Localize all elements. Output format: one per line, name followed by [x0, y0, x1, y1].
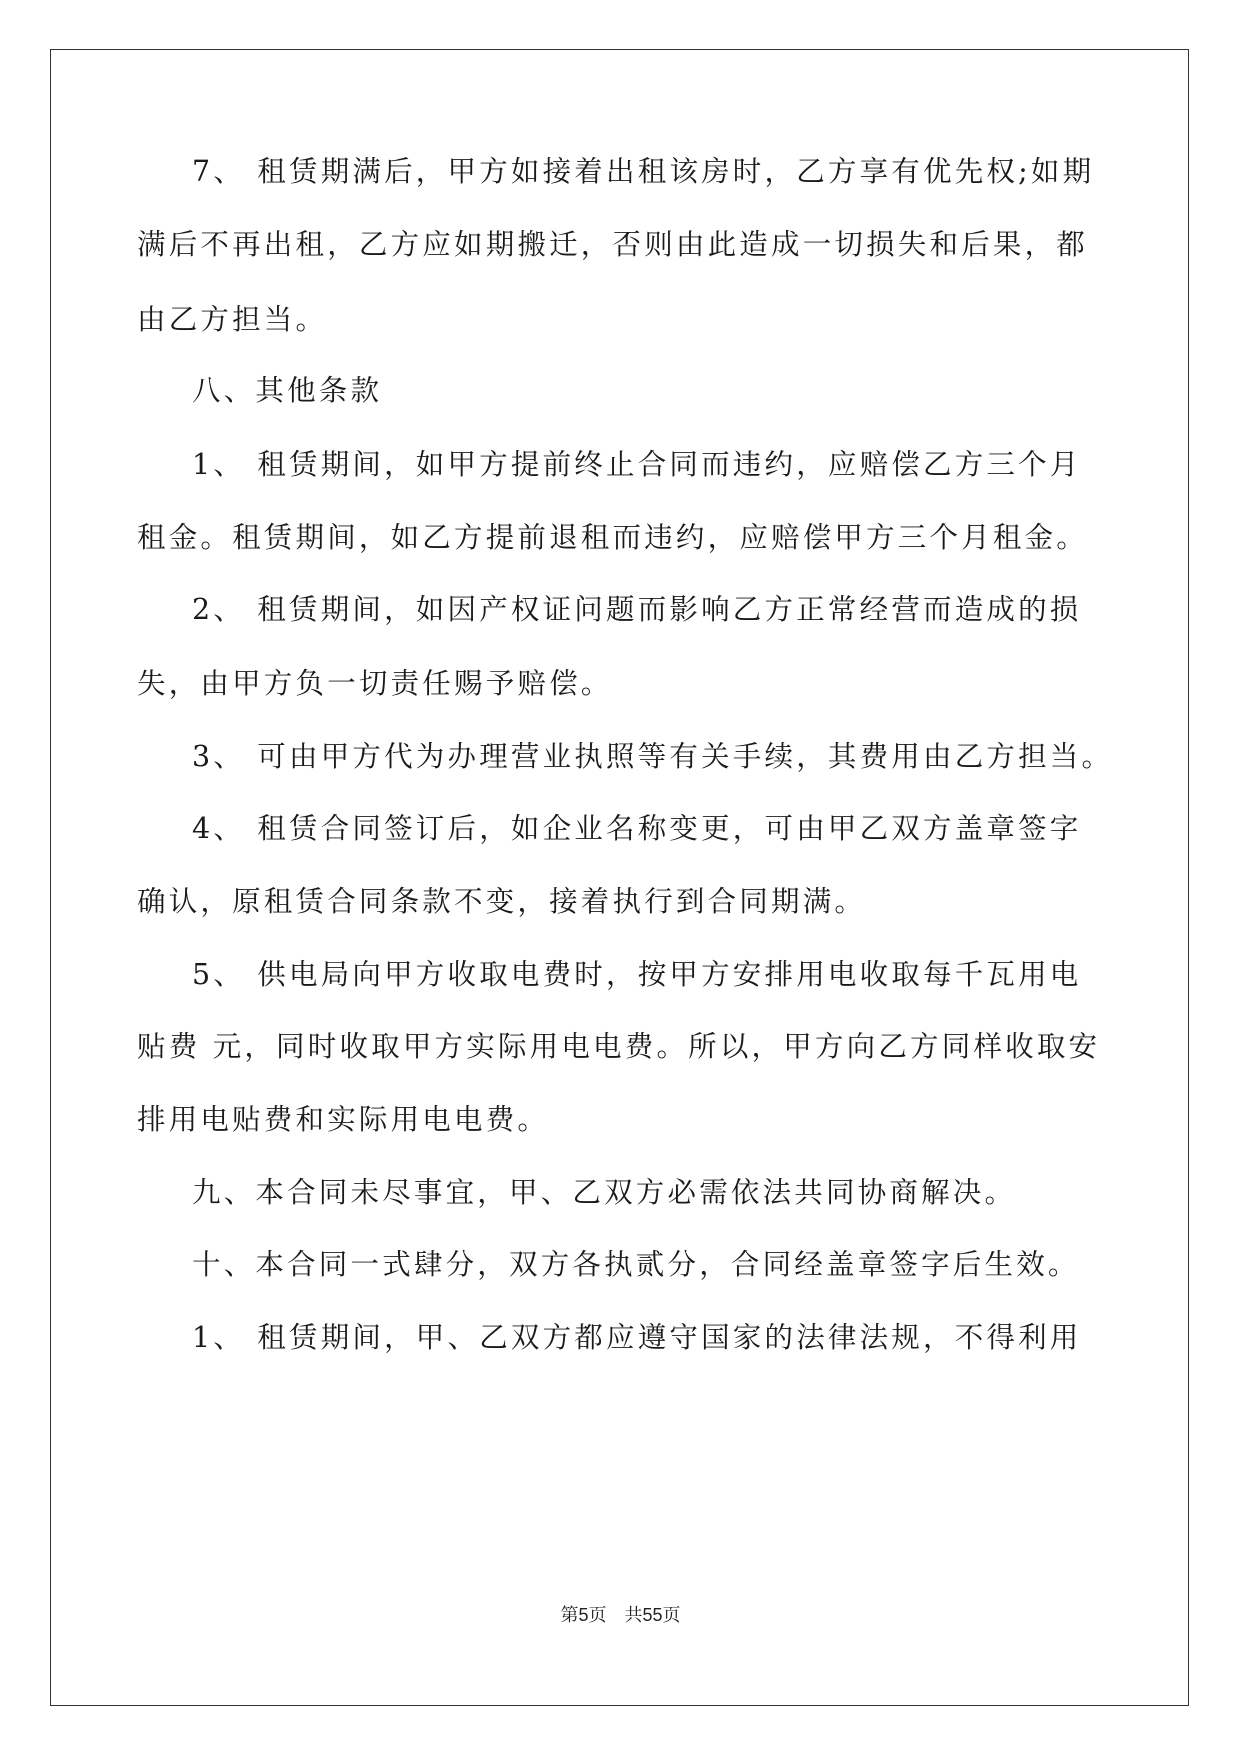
paragraph-line: 排用电贴费和实际用电电费。 [137, 1103, 550, 1136]
paragraph-line: 3、 可由甲方代为办理营业执照等有关手续，其费用由乙方担当。 [192, 740, 1114, 773]
paragraph-line: 5、 供电局向甲方收取电费时，按甲方安排用电收取每千瓦用电 [192, 958, 1082, 991]
total-suffix: 页 [662, 1605, 681, 1625]
paragraph-line: 失，由甲方负一切责任赐予赔偿。 [137, 667, 613, 700]
paragraph-line: 7、 租赁期满后，甲方如接着出租该房时，乙方享有优先权;如期 [192, 155, 1095, 188]
paragraph-line: 满后不再出租，乙方应如期搬迁，否则由此造成一切损失和后果，都 [137, 228, 1089, 261]
page-prefix: 第 [560, 1605, 579, 1625]
page-number: 5 [578, 1605, 589, 1625]
section-heading: 九、本合同未尽事宜，甲、乙双方必需依法共同协商解决。 [192, 1176, 1017, 1209]
paragraph-line: 1、 租赁期间，如甲方提前终止合同而违约，应赔偿乙方三个月 [192, 448, 1082, 481]
paragraph-line: 1、 租赁期间，甲、乙双方都应遵守国家的法律法规，不得利用 [192, 1321, 1082, 1354]
paragraph-line: 2、 租赁期间，如因产权证问题而影响乙方正常经营而造成的损 [192, 593, 1082, 626]
page-suffix: 页 [588, 1605, 607, 1625]
paragraph-line: 由乙方担当。 [137, 303, 328, 336]
paragraph-line: 4、 租赁合同签订后，如企业名称变更，可由甲乙双方盖章签字 [192, 812, 1082, 845]
paragraph-line: 确认，原租赁合同条款不变，接着执行到合同期满。 [137, 885, 867, 918]
page-border [50, 49, 1189, 1706]
total-prefix: 共 [624, 1605, 643, 1625]
page-footer [0, 1601, 1241, 1627]
paragraph-line: 租金。租赁期间，如乙方提前退租而违约，应赔偿甲方三个月租金。 [137, 521, 1089, 554]
section-heading: 八、其他条款 [192, 374, 383, 407]
paragraph-line: 贴费 元，同时收取甲方实际用电电费。所以，甲方向乙方同样收取安 [137, 1030, 1101, 1063]
total-pages: 55 [642, 1605, 663, 1625]
section-heading: 十、本合同一式肆分，双方各执贰分，合同经盖章签字后生效。 [192, 1248, 1080, 1281]
